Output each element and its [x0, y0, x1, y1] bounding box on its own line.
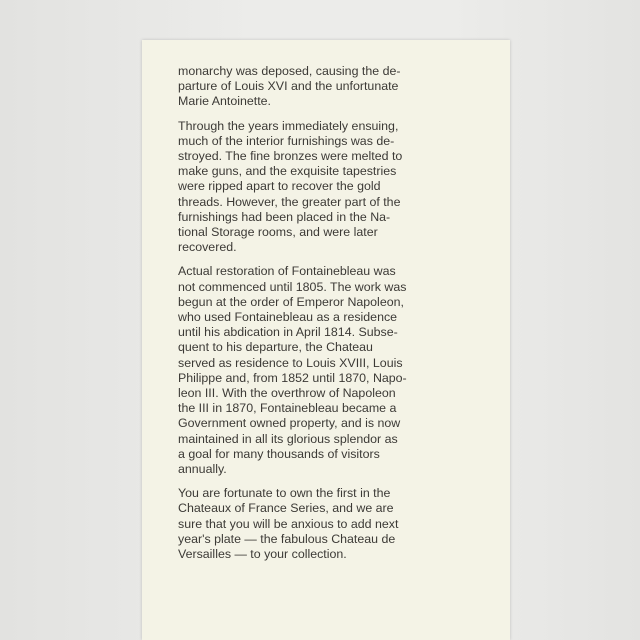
paragraph-continuation: monarchy was deposed, causing the de- parture of Louis XVI and the unfortunate Marie Antoinette. [178, 64, 401, 109]
paragraph-furnishings: Through the years immediately ensuing, much of the interior furnishings was de- stroyed. The fine bronzes were melted to make guns, and the exquisite tapestries were ripped apart to recover the gold threads. However, the greater part of the furnishings had been placed in the Na- tional Storage rooms, and were later recovered. [178, 118, 403, 255]
paragraph-collection: You are fortunate to own the first in the Chateaux of France Series, and we are sure that you will be anxious to add next year's plate — the fabulous Chateau de Versailles — to your collection. [178, 486, 399, 562]
document-text [178, 64, 478, 571]
paragraph-restoration: Actual restoration of Fontainebleau was not commenced until 1805. The work was begun at the order of Emperor Napoleon, who used Fontainebleau as a residence until his abdication in April 1814. Subse- quent to his departure, the Chateau served as residence to Louis XVIII, Louis Philippe and, from 1852 until 1870, Napo- leon III. With the overthrow of Napoleon the III in 1870, Fontainebleau became a Government owned property, and is now maintained in all its glorious splendor as a goal for many thousands of visitors annually. [178, 264, 407, 477]
